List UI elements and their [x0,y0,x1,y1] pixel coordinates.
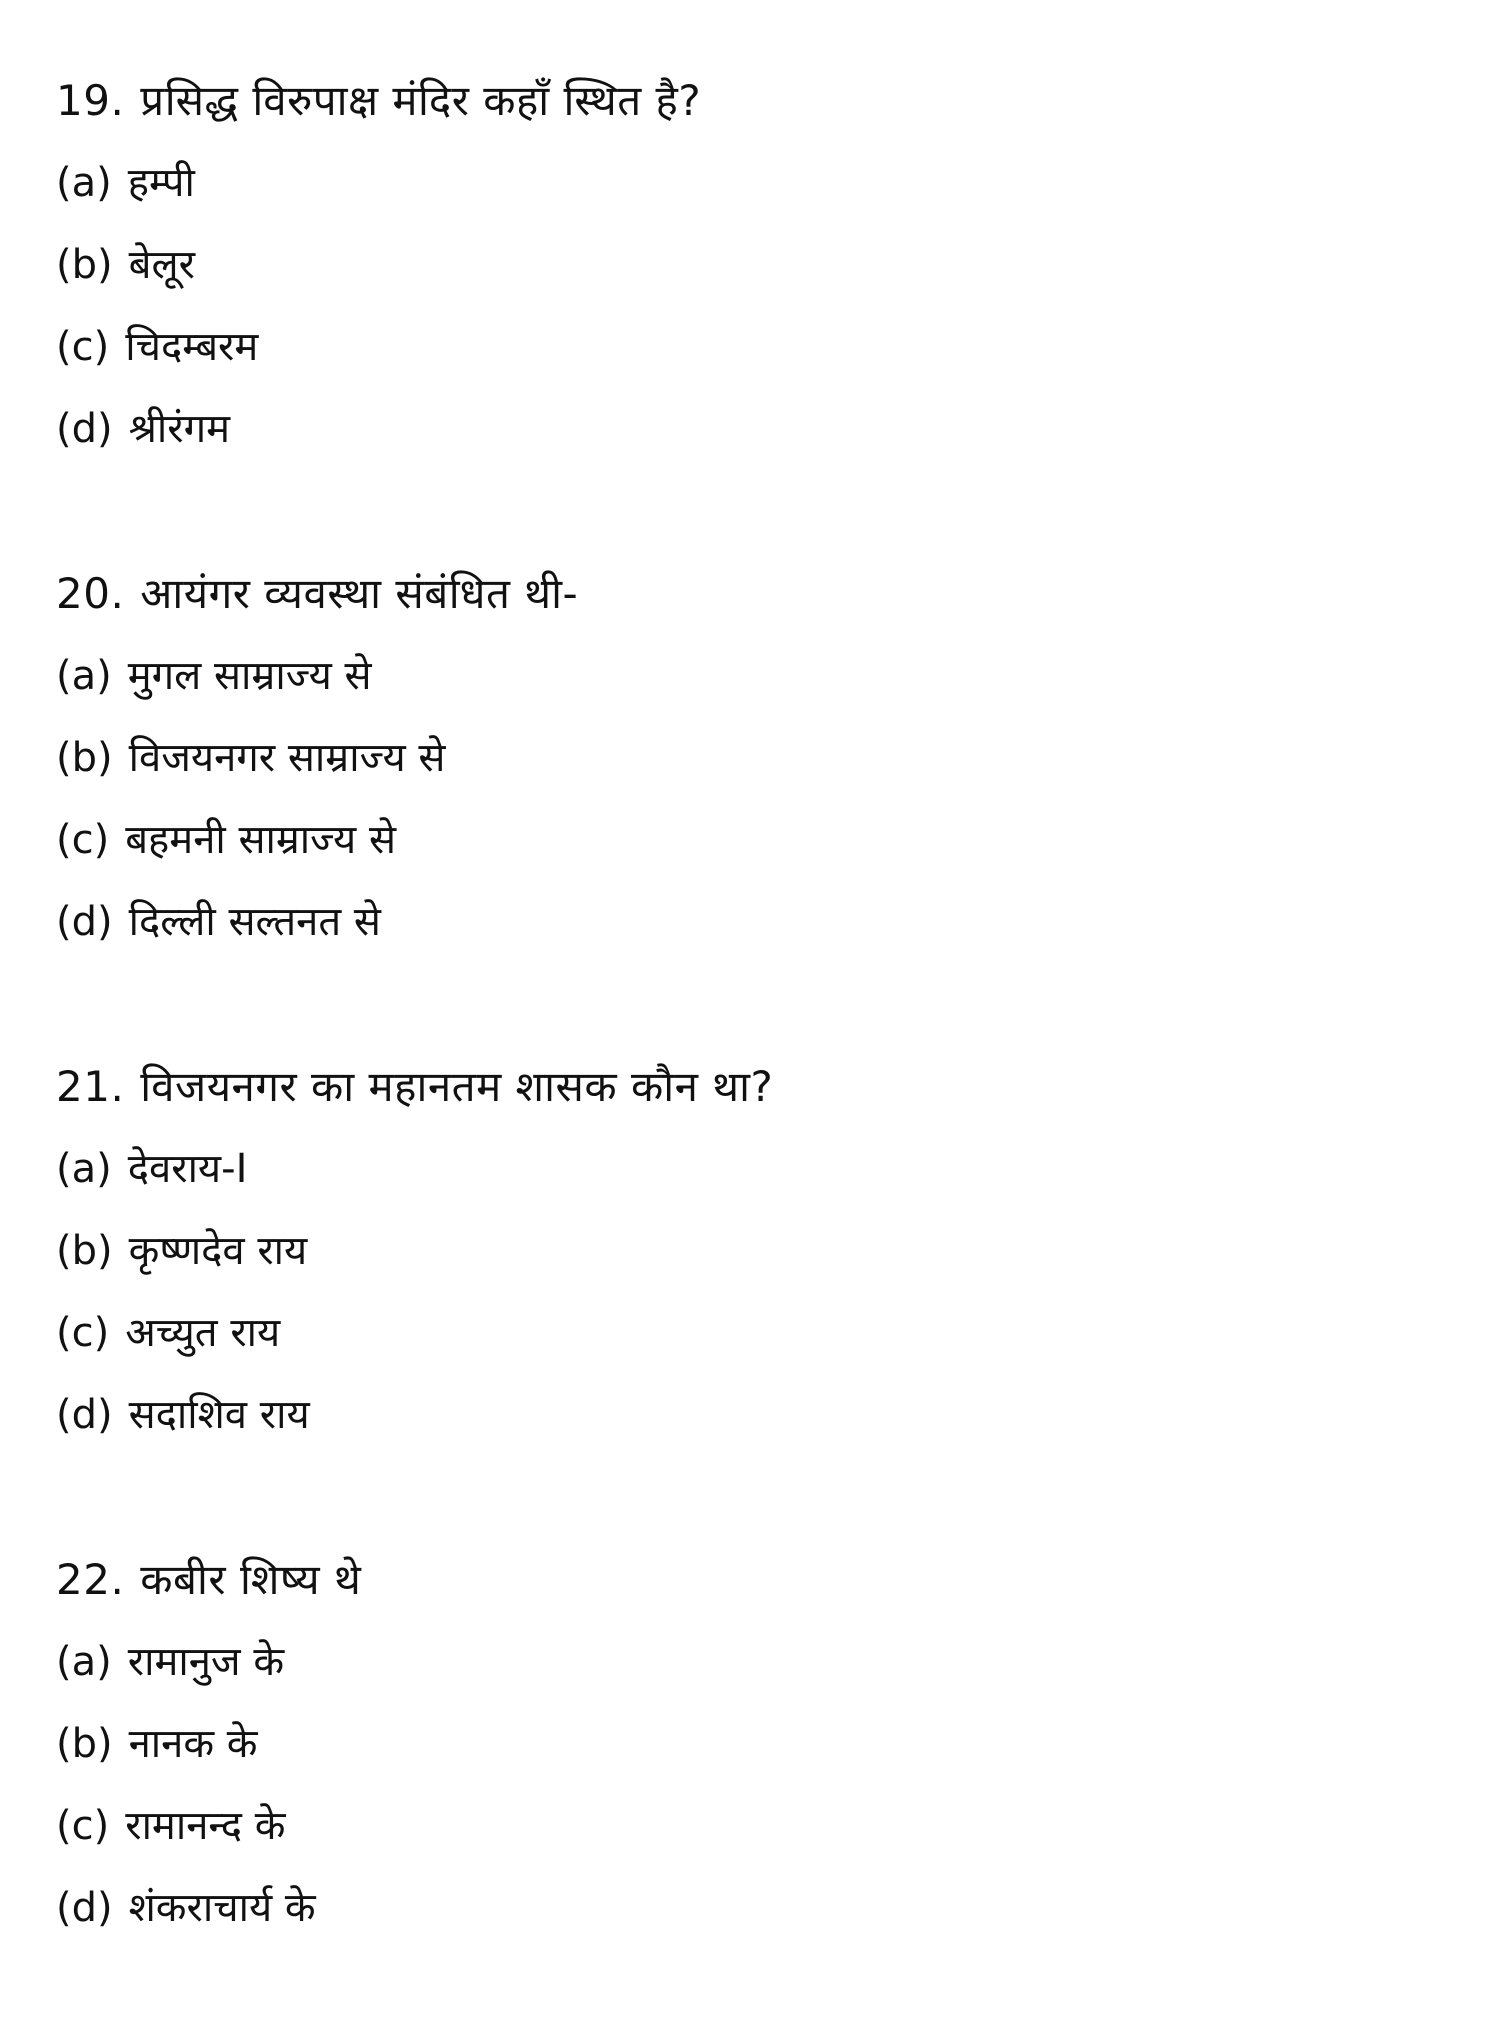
question-21 [56,1046,1456,1456]
option-text: विजयनगर साम्राज्य से [128,735,446,781]
option-d [56,1374,1456,1456]
option-label: (c) [56,1803,110,1849]
option-a [56,142,1456,224]
option-b [56,717,1456,799]
question-text: विजयनगर का महानतम शासक कौन था? [140,1062,774,1111]
option-label: (b) [56,1228,113,1274]
option-text: रामानन्द के [125,1803,286,1849]
question-number: 21. [56,1062,125,1111]
option-text: बेलूर [128,242,195,288]
question-text-line [56,553,1456,635]
question-22 [56,1539,1456,1949]
option-text: कृष्णदेव राय [128,1228,308,1274]
option-label: (d) [56,1392,113,1438]
question-20 [56,553,1456,963]
option-label: (b) [56,1721,113,1767]
option-text: चिदम्बरम [125,324,259,370]
option-d [56,1867,1456,1949]
option-label: (c) [56,817,110,863]
question-19 [56,60,1456,470]
option-label: (d) [56,1885,113,1931]
option-label: (b) [56,735,113,781]
option-text: रामानुज के [127,1639,285,1685]
option-text: देवराय-I [127,1146,248,1192]
option-a [56,635,1456,717]
option-label: (a) [56,160,112,206]
option-text: दिल्ली सल्तनत से [128,899,381,945]
option-text: हम्पी [127,160,195,206]
question-text: कबीर शिष्य थे [140,1555,362,1604]
question-text-line [56,1046,1456,1128]
option-d [56,388,1456,470]
option-label: (a) [56,1146,112,1192]
option-label: (c) [56,1310,110,1356]
question-text: आयंगर व्यवस्था संबंधित थी- [140,569,579,618]
question-text-line [56,60,1456,142]
option-text: सदाशिव राय [128,1392,310,1438]
option-text: श्रीरंगम [128,406,231,452]
option-text: नानक के [128,1721,258,1767]
option-b [56,1703,1456,1785]
option-d [56,881,1456,963]
option-label: (d) [56,899,113,945]
option-text: शंकराचार्य के [128,1885,316,1931]
option-c [56,1785,1456,1867]
question-number: 22. [56,1555,125,1604]
option-b [56,224,1456,306]
option-text: मुगल साम्राज्य से [127,653,372,699]
question-number: 19. [56,76,125,125]
question-number: 20. [56,569,125,618]
option-label: (d) [56,406,113,452]
option-label: (a) [56,1639,112,1685]
option-c [56,1292,1456,1374]
option-a [56,1621,1456,1703]
option-b [56,1210,1456,1292]
question-text-line [56,1539,1456,1621]
question-text: प्रसिद्ध विरुपाक्ष मंदिर कहाँ स्थित है? [140,76,702,125]
option-label: (c) [56,324,110,370]
option-label: (a) [56,653,112,699]
option-a [56,1128,1456,1210]
option-text: बहमनी साम्राज्य से [125,817,396,863]
option-label: (b) [56,242,113,288]
option-c [56,799,1456,881]
option-c [56,306,1456,388]
option-text: अच्युत राय [125,1310,281,1356]
